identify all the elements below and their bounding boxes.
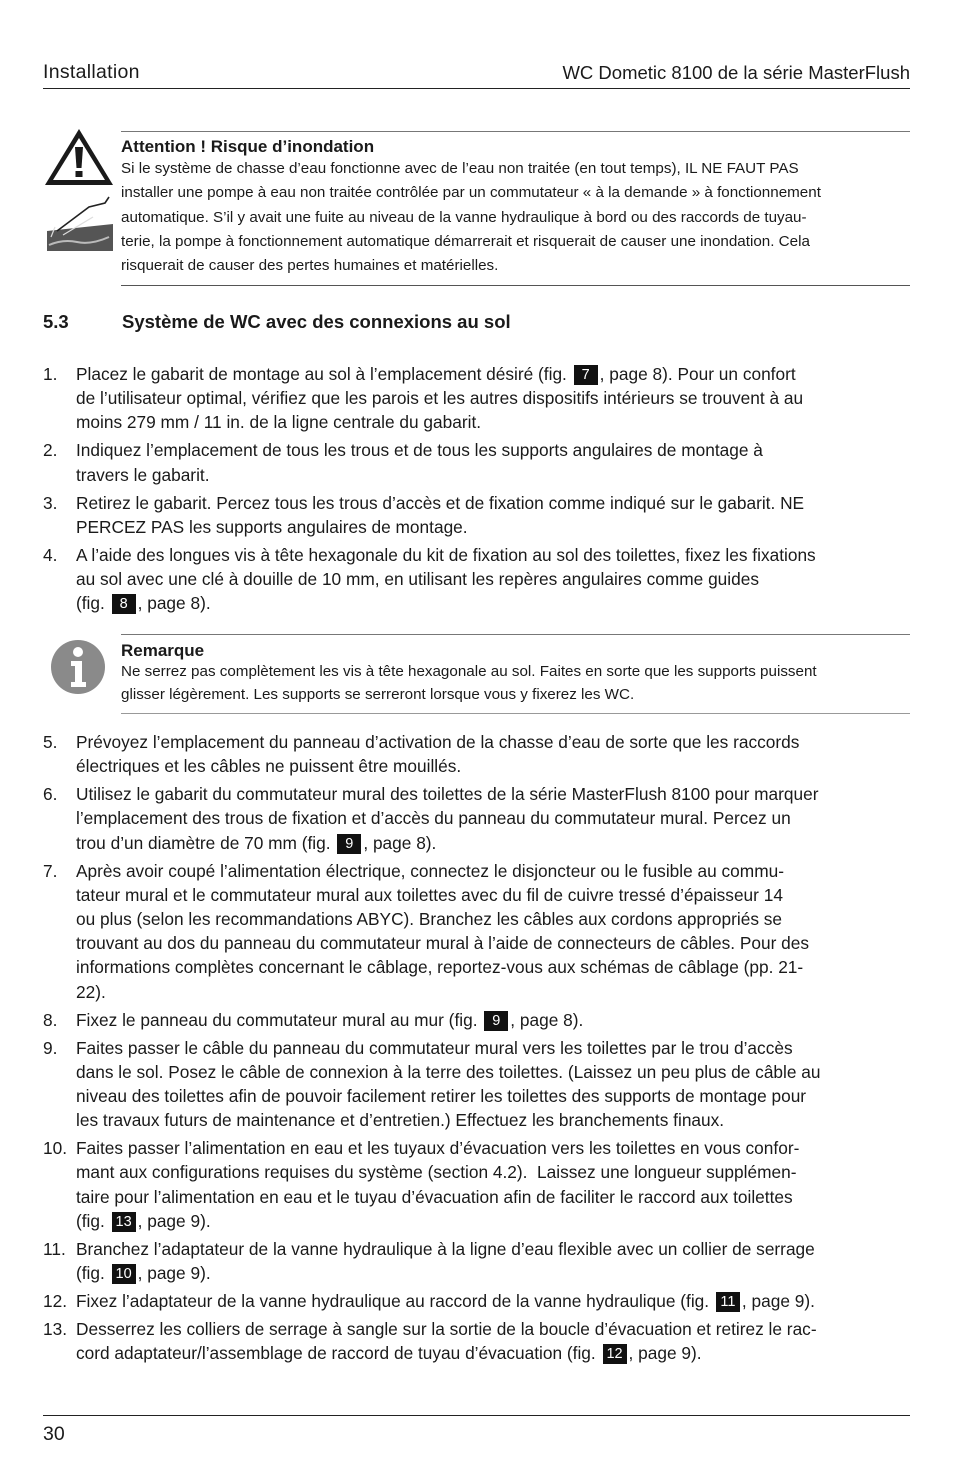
step-text: Après avoir coupé l’alimentation électrique, connectez le disjoncteur ou le fusible au commu- (76, 860, 784, 881)
step-line (76, 931, 910, 955)
step-text: (fig. (76, 593, 110, 614)
step-item (43, 491, 910, 539)
step-line (76, 410, 910, 434)
step-number: 13. (43, 1319, 68, 1340)
step-number: 12. (43, 1291, 68, 1312)
warning-body (121, 137, 910, 278)
header-section-label: Installation (43, 61, 140, 83)
warning-text (121, 157, 910, 278)
step-line (76, 831, 910, 855)
figure-reference-badge: 10 (112, 1264, 136, 1284)
step-item (43, 1289, 910, 1313)
step-number: 2. (43, 440, 58, 461)
step-list-part-2 (43, 730, 910, 1369)
step-line (76, 1084, 910, 1108)
step-text: 22). (76, 981, 106, 1002)
step-text: Utilisez le gabarit du commutateur mural des toilettes de la série MasterFlush 8100 pour marquer (76, 784, 819, 805)
step-text: travers le gabarit. (76, 464, 210, 485)
step-line (76, 1289, 910, 1313)
step-text: Faites passer l’alimentation en eau et les tuyaux d’évacuation vers les toilettes en vous confor- (76, 1138, 800, 1159)
header-divider (43, 88, 910, 89)
step-text: trouvant au dos du panneau du commutateur mural à l’aide de connecteurs de câbles. Pour des (76, 933, 809, 954)
section-number: 5.3 (43, 311, 69, 332)
step-line (76, 907, 910, 931)
warning-line: automatique. S’il y avait une fuite au niveau de la vanne hydraulique à bord ou des raccords de tuyau- (121, 208, 807, 226)
note-text (121, 661, 910, 706)
step-line (76, 754, 910, 778)
note-callout (43, 634, 910, 714)
step-text: Prévoyez l’emplacement du panneau d’activation de la chasse d’eau de sorte que les raccords (76, 732, 800, 752)
step-text: , page 8). (137, 593, 211, 614)
step-line (76, 955, 910, 979)
flood-hazard-icon (47, 197, 113, 251)
step-text: taire pour l’alimentation en eau et le tuyau d’évacuation afin de faciliter le raccord aux toilettes (76, 1186, 793, 1207)
step-line (76, 1317, 910, 1341)
step-text: l’emplacement des trous de fixation et d’accès du panneau du commutateur mural. Percez un (76, 808, 791, 829)
figure-reference-badge: 7 (574, 365, 598, 385)
step-line (76, 980, 910, 1004)
figure-reference-badge: 9 (337, 834, 361, 854)
step-text: Faites passer le câble du panneau du commutateur mural vers les toilettes par le trou d’accès (76, 1037, 793, 1058)
step-number: 10. (43, 1138, 68, 1159)
step-text: , page 9). (628, 1343, 702, 1364)
step-line (76, 859, 910, 883)
step-text: Branchez l’adaptateur de la vanne hydraulique à la ligne d’eau flexible avec un collier de serrage (76, 1238, 815, 1259)
step-item (43, 1317, 910, 1365)
step-text: tateur mural et le commutateur mural aux toilettes avec du fil de cuivre tressé d’épaisseur 14 (76, 884, 783, 905)
step-line (76, 362, 910, 386)
step-list-part-1 (43, 362, 910, 619)
warning-line: installer une pompe à eau non traitée contrôlée par un commutateur « à la demande » à fonctionnement (121, 184, 821, 202)
step-number: 9. (43, 1037, 58, 1058)
page-number: 30 (43, 1423, 65, 1445)
warning-top-divider (121, 131, 910, 132)
step-line (76, 438, 910, 462)
step-text: niveau des toilettes afin de pouvoir facilement retirer les toilettes des supports de montage pour (76, 1086, 807, 1107)
step-item (43, 1237, 910, 1285)
step-text: les travaux futurs de maintenance et d’entretien.) Effectuez les branchements finaux. (76, 1110, 725, 1131)
step-line (76, 515, 910, 539)
warning-callout (43, 131, 910, 287)
step-text: électriques et les câbles ne puissent être mouillés. (76, 756, 462, 777)
warning-line: risquerait de causer des pertes humaines et matérielles. (121, 257, 499, 275)
step-text: mant aux configurations requises du système (section 4.2). Laissez une longueur supplémen- (76, 1162, 797, 1183)
step-text: , page 9). (741, 1291, 815, 1312)
step-line (76, 1209, 910, 1233)
step-number: 8. (43, 1009, 58, 1030)
step-line (76, 883, 910, 907)
header-product-title: WC Dometic 8100 de la série MasterFlush (562, 62, 910, 83)
step-line (76, 1036, 910, 1060)
step-text: A l’aide des longues vis à tête hexagonale du kit de fixation au sol des toilettes, fixez les fixations (76, 544, 816, 565)
step-item (43, 1136, 910, 1233)
step-text: moins 279 mm / 11 in. de la ligne centrale du gabarit. (76, 412, 482, 433)
note-line: Ne serrez pas complètement les vis à tête hexagonale au sol. Faites en sorte que les supports puissent (121, 663, 817, 680)
step-line (76, 1008, 910, 1032)
step-text: cord adaptateur/l’assemblage de raccord de tuyau d’évacuation (fig. (76, 1343, 601, 1364)
step-text: , page 8). (363, 832, 437, 853)
note-title: Remarque (121, 641, 205, 660)
figure-reference-badge: 8 (112, 594, 136, 614)
step-text: Retirez le gabarit. Percez tous les trous d’accès et de fixation comme indiqué sur le gabarit. NE (76, 492, 805, 513)
step-item (43, 859, 910, 1004)
step-text: PERCEZ PAS les supports angulaires de montage. (76, 516, 468, 537)
figure-reference-badge: 13 (112, 1212, 136, 1232)
step-text: , page 8). (510, 1009, 584, 1030)
section-title: Système de WC avec des connexions au sol (122, 311, 511, 332)
step-number: 5. (43, 732, 58, 752)
step-line (76, 386, 910, 410)
step-item (43, 782, 910, 855)
step-line (76, 730, 910, 754)
step-line (76, 491, 910, 515)
step-line (76, 567, 910, 591)
warning-line: terie, la pompe à fonctionnement automatique démarrerait et risquerait de causer une inondation. Cela (121, 232, 810, 250)
step-text: (fig. (76, 1263, 110, 1284)
step-line (76, 782, 910, 806)
step-line (76, 1185, 910, 1209)
figure-reference-badge: 12 (603, 1344, 627, 1364)
note-bottom-divider (121, 713, 910, 714)
step-text: Placez le gabarit de montage au sol à l’emplacement désiré (fig. (76, 364, 572, 384)
warning-bottom-divider (121, 285, 910, 286)
step-item (43, 730, 910, 778)
note-icon-group (50, 639, 106, 700)
step-number: 1. (43, 364, 58, 384)
step-number: 6. (43, 784, 58, 805)
figure-reference-badge: 9 (484, 1011, 508, 1031)
step-line (76, 1237, 910, 1261)
step-number: 4. (43, 544, 58, 565)
step-text: dans le sol. Posez le câble de connexion à la terre des toilettes. (Laissez un peu plus de câble au (76, 1061, 821, 1082)
info-icon (50, 639, 106, 695)
step-line (76, 1341, 910, 1365)
step-item (43, 1008, 910, 1032)
step-text: (fig. (76, 1210, 110, 1231)
step-text: Fixez le panneau du commutateur mural au mur (fig. (76, 1009, 483, 1030)
step-text: de l’utilisateur optimal, vérifiez que les parois et les autres dispositifs intérieurs se trouvent à au (76, 388, 804, 409)
step-number: 11. (43, 1238, 66, 1259)
footer-divider (43, 1415, 910, 1416)
step-line (76, 1160, 910, 1184)
step-text: , page 9). (137, 1263, 211, 1284)
step-text: trou d’un diamètre de 70 mm (fig. (76, 832, 336, 853)
step-item (43, 438, 910, 486)
figure-reference-badge: 11 (716, 1292, 740, 1312)
note-body (121, 641, 910, 706)
warning-line: Si le système de chasse d’eau fonctionne avec de l’eau non traitée (en tout temps), IL NE FAUT PAS (121, 160, 799, 177)
step-text: informations complètes concernant le câblage, reportez-vous aux schémas de câblage (pp. 21- (76, 957, 804, 978)
step-number: 3. (43, 492, 58, 513)
step-line (76, 1261, 910, 1285)
step-text: Indiquez l’emplacement de tous les trous et de tous les supports angulaires de montage à (76, 440, 763, 461)
step-line (76, 543, 910, 567)
warning-triangle-icon (43, 127, 115, 257)
note-line: glisser légèrement. Les supports se serreront lorsque vous y fixerez les WC. (121, 685, 635, 703)
step-text: Fixez l’adaptateur de la vanne hydraulique au raccord de la vanne hydraulique (fig. (76, 1291, 714, 1312)
step-text: , page 8). Pour un confort (599, 364, 796, 384)
step-text: au sol avec une clé à douille de 10 mm, en utilisant les repères angulaires comme guides (76, 569, 759, 590)
step-line (76, 1060, 910, 1084)
step-text: , page 9). (137, 1210, 211, 1231)
step-line (76, 1136, 910, 1160)
step-item (43, 543, 910, 616)
step-line (76, 1108, 910, 1132)
step-text: Desserrez les colliers de serrage à sangle sur la sortie de la boucle d’évacuation et retirez le rac- (76, 1319, 817, 1340)
step-number: 7. (43, 860, 58, 881)
warning-icon-group (43, 127, 115, 262)
step-line (76, 463, 910, 487)
warning-title: Attention ! Risque d’inondation (121, 137, 375, 156)
step-line (76, 591, 910, 615)
step-text: ou plus (selon les recommandations ABYC). Branchez les câbles aux cordons appropriés se (76, 909, 783, 930)
note-top-divider (121, 634, 910, 635)
step-item (43, 1036, 910, 1133)
step-item (43, 362, 910, 435)
step-line (76, 806, 910, 830)
